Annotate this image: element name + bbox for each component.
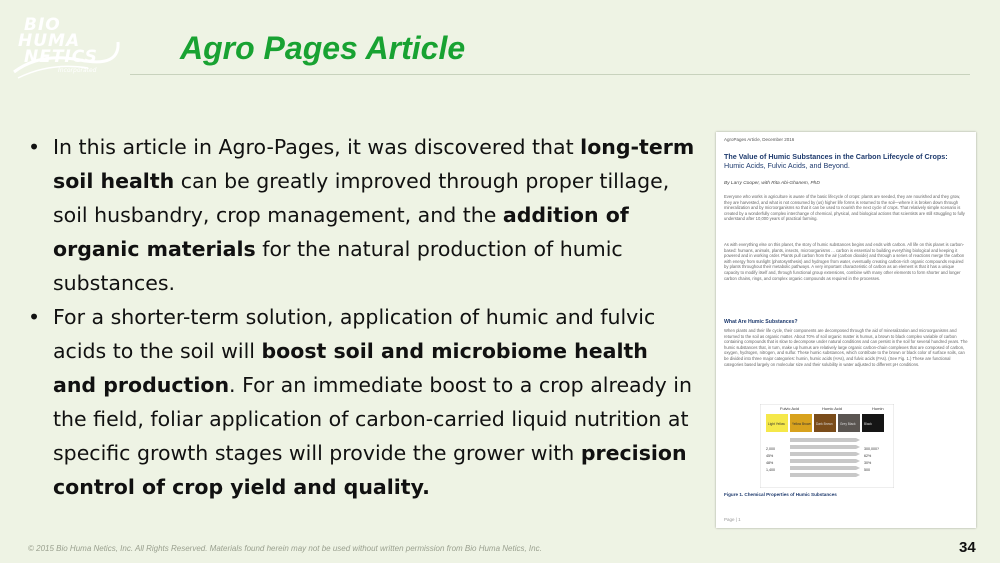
figure-right-value-1: 300,000? — [864, 447, 879, 451]
swatch-label-3: Dark Brown — [816, 422, 833, 426]
swatch-label-5: Black — [864, 422, 872, 426]
logo-tagline: Incorporated — [58, 67, 97, 74]
figure-right-value-2: 62% — [864, 454, 872, 458]
logo-text-line2: HUMA — [18, 31, 81, 51]
figure-caption: Figure 1. Chemical Properties of Humic Substances — [724, 492, 837, 497]
bullet1-text-2: can be greatly improved through proper tillage, soil husbandry, crop management, and the — [53, 169, 670, 227]
copyright-footer: © 2015 Bio Huma Netics, Inc. All Rights Reserved. Materials found herein may not be used without written permission from Bio Huma Netics, Inc. — [28, 544, 542, 553]
article-title-line: The Value of Humic Substances in the Carbon Lifecycle of Crops: — [724, 152, 948, 161]
bullet-dot: • — [28, 305, 41, 329]
title-divider — [130, 74, 970, 75]
swatch-label-2: Yellow Brown — [792, 422, 812, 426]
article-section-heading: What Are Humic Substances? — [724, 319, 798, 325]
bullet2-bold-1: boost soil and microbiome health and production — [53, 339, 648, 397]
article-paragraph-3: When plants and their life cycle, their components are decomposed through the aid of mineralization and microorganisms and returned to the soil as organic matter. About 70% of soil organic matter is humus, a brown to black complex variable of carbon containing compounds that is slow to decompose under natural conditions and can persist in the soil for several hundred years. The humic substances that, in turn, make up humus are relatively large organic carbon-chain complexes that are composed of carbon, oxygen, hydrogen, nitrogen, and sulfur. These humic substances, which contribute to the brown or black color of surface soils, can be divided into three major categories: humin, humic acids (HAs), and fulvic acids (FAs). (See Fig. 1.) These are functional categories based largely on molecular size and their solubility in water adjusted to different pH conditions. — [724, 328, 968, 367]
article-header: AgroPages Article, December 2016 — [724, 137, 795, 142]
article-subtitle: Humic Acids, Fulvic Acids, and Beyond. — [724, 161, 850, 170]
swatch-label-1: Light Yellow — [768, 422, 785, 426]
humic-properties-figure — [760, 404, 894, 488]
bullet-dot: • — [28, 135, 41, 159]
bullet-item-1 — [28, 130, 698, 300]
bullet2-text-2: . For an immediate boost to a crop already in the field, foliar application of carbon-carried liquid nutrition at specific growth stages will provide the grower with — [53, 373, 692, 465]
bullet-item-2 — [28, 300, 698, 504]
bullet1-text-1: In this article in Agro-Pages, it was discovered that — [53, 135, 581, 159]
figure-left-value-4: 1,400 — [766, 468, 775, 472]
figure-right-value-3: 30% — [864, 461, 872, 465]
bullet-list — [28, 130, 698, 504]
swatch-label-4: Grey Black — [840, 422, 856, 426]
company-logo — [8, 12, 120, 82]
article-authors: By Larry Cooper, with Rita Abi-Ghanem, PhD — [724, 181, 820, 186]
page-number: 34 — [959, 539, 976, 556]
article-paragraph-2: As with everything else on this planet, the story of humic substances begins and ends with carbon. All life on this planet is carbon-based: humans, animals, plants, insects, microorganisms ... carbon is essential to building everything biological and keeping it powered and in working order. Plants pull carbon from the air (carbon dioxide) and through a series of reactions merge the carbon with energy from sunlight (photosynthesis) and hydrogen from water, eventually creating carbon-rich organic compounds required by plants throughout their metabolic pathways. A very important characteristic of carbon as an element is that it has a unique capacity to modify itself and, through functional group extensions, combine with many other elements to form shorter and longer carbon chains, rings, and complex organic compounds as required in the processes. — [724, 242, 965, 281]
bullet1-bold-1: long-term soil health — [53, 135, 695, 193]
article-title — [724, 152, 968, 170]
logo-text-line3: NETICS — [24, 47, 98, 67]
figure-header-3: Humin — [872, 406, 884, 411]
bullet1-text-3: for the natural production of humic substances. — [53, 237, 623, 295]
figure-right-value-4: 500 — [864, 468, 870, 472]
figure-left-value-3: 48% — [766, 461, 774, 465]
figure-header-1: Fulvic Acid — [780, 406, 800, 411]
article-page-label: Page | 1 — [724, 517, 741, 522]
logo-text-line1: BIO — [24, 15, 61, 35]
bullet2-bold-2: precision control of crop yield and quality. — [53, 441, 687, 499]
bullet1-bold-2: addition of organic materials — [53, 203, 629, 261]
bullet2-text-1: For a shorter-term solution, application of humic and fulvic acids to the soil will — [53, 305, 656, 363]
figure-left-value-1: 2,000 — [766, 447, 775, 451]
article-thumbnail — [716, 132, 976, 528]
figure-left-value-2: 45% — [766, 454, 774, 458]
article-paragraph-1: Everyone who works in agriculture is aware of the basic lifecycle of crops: plants are seeded, they are nourished and they grow, they are harvested, and what is not consumed by (us) higher life forms is returned to the soil—where it is broken down through mineralization and by microorganisms so that it can be used to nourish the next cycle of crops. That relatively simple scenario is created by a wonderfully complex interchange of chemical, physical, and biological actions that scientists are still struggling to fully understand after 10,000 years of practical farming. — [724, 194, 965, 222]
figure-header-2: Humic Acid — [822, 406, 843, 411]
slide-title: Agro Pages Article — [180, 30, 466, 66]
